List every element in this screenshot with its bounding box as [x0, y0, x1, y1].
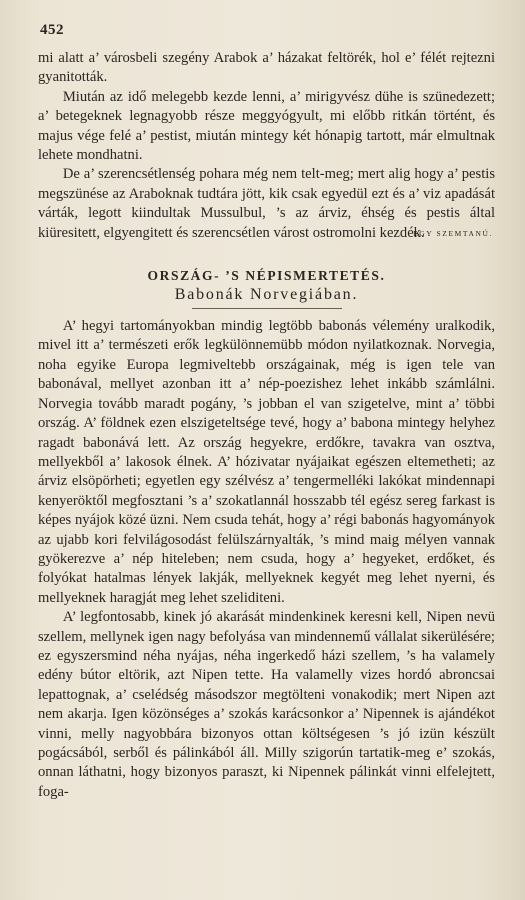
paragraph: mi alatt a’ városbeli szegény Arabok a’ házakat feltörék, hol e’ félét rejtezni gyanitották. [38, 50, 495, 86]
page-number: 452 [40, 22, 64, 38]
article-continued [38, 49, 495, 243]
article-title: Babonák Norvegiában. [174, 286, 359, 304]
author-signature: EGY SZEMTANÚ. [413, 229, 493, 239]
paragraph: A’ hegyi tartományokban mindig legtöbb babonás vélemény uralkodik, mivel itt a’ természeti erők legkülönnemübb módon nyilatkoznak. Norvegia, noha egyike Europa legmiveltebb országainak, még is igen tele van babonával, mellyet azonban itt a’ nép-poezishez lehet inkább számlálni. Norvegia tovább maradt pogány, ’s jobban el van szigetelve, mint a’ többi ország. A’ földnek ezen elszigeteltsége tevé, hogy a’ babona mintegy helyhez ragadt babonává lett. Az ország hegyekre, erdőkre, tavakra van osztva, mellyekből a’ lakosok élnek. A’ hózivatar nyájaikat egészen eltemetheti; az árviz elsöpörheti; egyetlen egy szélvész a’ tengermelléki lakókat mindennapi kenyeröktől megfosztani ’s a’ szokatlannál hosszabb tél egész sereg farkast is képes nyájok közé üzni. Nem csuda tehát, hogy a’ régi babonás hagyományok az ujabb kori felvilágosodást felülszárnyalták, ’s mind maig mélyen vannak gyökerezve a’ nép hiteleben; nem csuda, hogy a’ hegyeket, erdőket, és folyókat hatalmas lények lakják, mellyeknek kegyét meg lehet nyerni, és mellyeknek haragját meg lehet szeliditeni. [38, 318, 495, 606]
paragraph: A’ legfontosabb, kinek jó akarását mindenkinek keresni kell, Nipen nevü szellem, mellynek igen nagy befolyása van mindennemű vállalat sikerülésére; ez egyszersmind néha nyájas, néha ingerkedő házi szellem, ’s ha valamely edény bútor eltörik, azt Nipen tette. Ha valamelly vizes hordó abroncsai lepattognak, a’ cselédség másodszor megtölteni vonakodik; mert Nipen azt nem akarja. Igen közönséges a’ szokás karácsonkor a’ Nipennek is ajándékot vinni, melly nagyobbára bizonyos ottan költségesen ’s jó izün készült pogácsából, serből és pálinkából áll. Milly szigorún tartatik-meg e’ szokás, onnan láthatni, hogy bizonyos paraszt, ki Nipennek pálinkát vinni elfelejtett, foga- [38, 609, 495, 800]
article-body [38, 317, 495, 802]
paragraph: Miután az idő melegebb kezde lenni, a’ mirigyvész dühe is szünedezett; a’ betegeknek legnagyobb része meggyógyult, mi előbb ritkán történt, és majus vége felé a’ pestist, miután mintegy két hónapig tartott, már elmultnak lehete mondhatni. [38, 88, 495, 164]
title-rule [192, 308, 342, 309]
paragraph: De a’ szerencsétlenség pohara még nem telt-meg; mert alig hogy a’ pestis megszünése az Araboknak tudtára jött, kik csak egyedül ezt és a’ viz apadását várták, legott kiindultak Mussulbul, ’s az árviz, éhség és pestis által kiüresitett, elgyengitett és szerencsétlen várost ostromolni kezdék. [38, 166, 495, 241]
section-title: ORSZÁG- ’S NÉPISMERTETÉS. [147, 268, 386, 284]
